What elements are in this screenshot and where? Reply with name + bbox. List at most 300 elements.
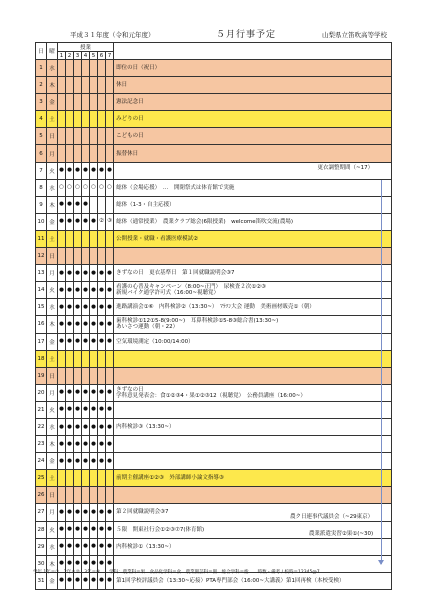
period-cell [106,60,114,77]
period-cell: ● [66,436,74,453]
notes-cell [114,504,392,521]
period-cell: ● [90,572,98,589]
note-right: 更衣調整期間（~17） [317,164,374,171]
weekday-cell: 水 [47,418,58,435]
note-right-secondary: 農業派遣実習②果①(~30) [308,530,374,537]
notes-cell [114,162,392,179]
period-cell [106,487,114,504]
period-cell: ● [98,538,106,555]
day-cell: 16 [36,316,47,333]
notes-cell [114,179,392,196]
note-line: 即位の日（祝日） [116,65,161,72]
notes-cell [114,350,392,367]
day-header: 日 [36,43,47,60]
weekday-cell: 日 [47,128,58,145]
period-cell: ● [66,555,74,572]
notes-cell [114,60,392,77]
period-cell: ● [66,504,74,521]
period-cell [74,145,82,162]
period-cell: ● [98,384,106,401]
note-line: 総体（1-3・自主応援） [116,201,175,208]
period-cell [66,350,74,367]
period-cell [90,350,98,367]
note-line: 空気環境測定（10:00/14:00） [116,338,194,345]
footer-legend: 学年 1年＝① 2年＝② 3年＝③ 学科：農業科＝果 食品化学科＝食 農業園芸科＝園 総合学科＝総 時数・備考 / 校時＝12345@7 [33,570,320,575]
period-cell: ● [90,555,98,572]
day-cell: 4 [36,111,47,128]
period-cell: ● [74,299,82,316]
school-year: 平成３１年度（令和元年度） [70,31,155,39]
notes-cell [114,401,392,418]
table-row [36,453,392,470]
table-row [36,77,392,94]
period-cell [82,94,90,111]
period-cell [90,77,98,94]
period-cell [98,470,106,487]
period-cell [74,487,82,504]
period-cell: ● [90,213,98,230]
period-cell: ● [98,401,106,418]
period-cell [66,128,74,145]
period-cell: ● [66,213,74,230]
table-row [36,128,392,145]
period-cell: ● [106,316,114,333]
period-cell: ● [82,196,90,213]
notes-cell [114,538,392,555]
period-cell [106,248,114,265]
period-cell [98,487,106,504]
period-cell: ● [90,504,98,521]
period-cell: ● [82,316,90,333]
note-line: こどもの日 [116,133,144,140]
period-cell [90,196,98,213]
period-cell: ● [82,555,90,572]
period-cell: ● [74,384,82,401]
period-cell: ● [90,299,98,316]
period-cell: ● [82,282,90,299]
period-cell: ○ [58,179,66,196]
period-cell [58,248,66,265]
period-cell: ● [82,265,90,282]
weekday-cell: 木 [47,436,58,453]
period-cell: ● [106,504,114,521]
period-cell: ● [74,572,82,589]
period-cell: ● [106,555,114,572]
period-cell: ○ [66,179,74,196]
period-cell: ● [82,521,90,538]
period-cell [58,60,66,77]
period-cell: ● [106,572,114,589]
notes-cell [114,248,392,265]
periods-header: 授業 [58,43,114,52]
table-row [36,521,392,538]
period-cell [74,94,82,111]
period-cell: ● [98,436,106,453]
period-cell: ● [66,299,74,316]
weekday-cell: 金 [47,572,58,589]
note-line: 公開授業・就職・看護医療模試② [116,235,199,242]
period-cell: ● [74,162,82,179]
note-line: 前期主催講座①②③ 外部講師小論文指導③ [116,475,224,482]
period-cell: ● [66,453,74,470]
period-cell [106,350,114,367]
period-cell: ● [74,418,82,435]
period-cell: ● [90,453,98,470]
period-cell: ● [106,538,114,555]
period-cell [66,367,74,384]
day-cell: 11 [36,230,47,247]
period-cell: ● [106,401,114,418]
weekday-cell: 土 [47,230,58,247]
period-cell [82,128,90,145]
period-number-header: 7 [106,52,114,60]
table-row [36,248,392,265]
period-cell: ● [74,265,82,282]
table-row [36,384,392,401]
period-cell: ● [58,572,66,589]
period-range-arrow [378,560,384,565]
period-cell: ● [58,316,66,333]
period-cell [58,128,66,145]
note-line: 内科検診①（13:30~） [116,543,175,550]
period-cell [98,128,106,145]
notes-header [114,43,392,60]
day-cell: 23 [36,436,47,453]
note-line: 総体（会場応援） … 開閉祭式は体育館で実施 [116,184,235,191]
period-number-header: 1 [58,52,66,60]
period-number-header: 3 [74,52,82,60]
period-cell: ● [82,453,90,470]
period-number-header: 4 [82,52,90,60]
period-cell: ● [74,196,82,213]
period-cell: ● [98,333,106,350]
weekday-cell: 月 [47,265,58,282]
period-cell: ● [90,282,98,299]
table-row [36,265,392,282]
day-cell: 29 [36,538,47,555]
period-cell: ● [90,384,98,401]
table-row [36,94,392,111]
note-line: 進路講演会①⑥ 内科検診②（13:30~） ﾏﾗｿﾝ大会 運動 美術画材販売①（朝） [116,304,315,311]
period-cell [66,248,74,265]
period-cell [98,60,106,77]
day-cell: 31 [36,572,47,589]
table-row [36,179,392,196]
period-cell: ● [58,384,66,401]
table-row [36,538,392,555]
period-cell: ● [82,162,90,179]
period-cell: ● [90,436,98,453]
weekday-cell: 金 [47,453,58,470]
period-cell [98,77,106,94]
period-cell [106,77,114,94]
period-cell [98,248,106,265]
table-row [36,436,392,453]
weekday-cell: 火 [47,521,58,538]
period-cell [90,94,98,111]
period-cell [106,196,114,213]
period-cell [98,196,106,213]
period-cell [82,145,90,162]
table-row [36,299,392,316]
period-cell [66,94,74,111]
period-cell: ● [74,504,82,521]
period-cell: ● [98,453,106,470]
period-cell: ● [90,418,98,435]
table-row [36,418,392,435]
period-cell [106,94,114,111]
day-cell: 5 [36,128,47,145]
period-cell: ● [106,384,114,401]
note-line: 第２回就職説明会③7 [116,509,169,516]
notes-cell [114,128,392,145]
weekday-cell: 土 [47,350,58,367]
period-cell [74,470,82,487]
period-cell [90,367,98,384]
school-name: 山梨県立笛吹高等学校 [322,31,387,39]
period-cell: ● [82,299,90,316]
day-cell: 17 [36,333,47,350]
period-cell: ● [58,538,66,555]
note-line: あいさつ運動（朝・22） [116,324,179,331]
note-line: 新規バイク通学許可式（16:00~視聴覚） [116,290,219,297]
weekday-cell: 金 [47,94,58,111]
period-cell: ● [66,282,74,299]
table-row [36,111,392,128]
period-cell [90,470,98,487]
period-cell: ● [66,538,74,555]
note-line: みどりの日 [116,116,144,123]
period-cell: ● [58,555,66,572]
weekday-cell: 火 [47,162,58,179]
period-cell: ● [82,333,90,350]
period-cell: ○ [82,179,90,196]
note-line: 振替休日 [116,150,139,157]
period-cell [106,230,114,247]
period-cell: ● [98,316,106,333]
weekday-cell: 月 [47,384,58,401]
period-cell [98,367,106,384]
period-cell: ● [66,384,74,401]
period-cell [82,230,90,247]
period-number-header: 6 [98,52,106,60]
day-cell: 30 [36,555,47,572]
weekday-cell: 木 [47,77,58,94]
period-cell: ● [90,521,98,538]
day-cell: 9 [36,196,47,213]
period-cell [82,60,90,77]
period-cell: ● [106,436,114,453]
period-cell: ● [90,333,98,350]
period-cell [82,248,90,265]
note-line: 学科意見発表会：食①②③4・果①②③12（視聴覚） 公務員講座（16:00~） [116,392,306,399]
period-cell: ○ [98,179,106,196]
day-cell: 26 [36,487,47,504]
notes-cell [114,299,392,316]
period-cell: ● [74,521,82,538]
weekday-cell: 月 [47,145,58,162]
period-cell: ● [58,521,66,538]
notes-cell [114,367,392,384]
period-cell: ● [74,538,82,555]
period-cell [106,111,114,128]
notes-cell [114,230,392,247]
period-cell: ● [82,436,90,453]
period-cell: ● [58,453,66,470]
note-line: 憲法記念日 [116,99,144,106]
period-cell: ● [66,316,74,333]
notes-cell [114,418,392,435]
period-cell: ● [82,401,90,418]
period-cell: ● [66,418,74,435]
page-title: ５月行事予定 [216,30,277,40]
notes-cell [114,316,392,333]
notes-cell [114,436,392,453]
period-cell [90,111,98,128]
day-cell: 21 [36,401,47,418]
weekday-cell: 土 [47,470,58,487]
day-cell: 28 [36,521,47,538]
period-cell: ● [66,401,74,418]
period-cell: ● [98,418,106,435]
day-cell: 1 [36,60,47,77]
day-cell: 12 [36,248,47,265]
period-cell [82,77,90,94]
period-cell: ● [98,265,106,282]
weekday-cell: 金 [47,333,58,350]
note-line: 歯科検診①12①5-8(9:00~) 耳鼻科検診①5-8③総合書(13:30~) [116,318,279,325]
day-cell: 6 [36,145,47,162]
period-cell: ● [58,162,66,179]
day-cell: 8 [36,179,47,196]
period-cell [98,230,106,247]
period-cell: ● [74,401,82,418]
note-line: 第1回学校評議員会（13:30~応接）PTA専門部会（16:00~大講義）第1回再検（本校受検） [116,577,345,584]
period-cell [90,128,98,145]
day-cell: 2 [36,77,47,94]
period-cell: ● [98,504,106,521]
period-cell: ● [58,282,66,299]
period-cell [90,60,98,77]
period-cell [74,350,82,367]
period-cell: ● [58,418,66,435]
period-cell [90,248,98,265]
period-cell: ● [106,333,114,350]
weekday-cell: 土 [47,111,58,128]
period-cell: ● [82,213,90,230]
day-cell: 14 [36,282,47,299]
table-row [36,470,392,487]
weekday-cell: 水 [47,60,58,77]
period-cell: ○ [74,179,82,196]
period-cell [66,60,74,77]
notes-cell [114,487,392,504]
period-cell: ● [74,453,82,470]
period-cell [98,350,106,367]
period-cell: ● [98,162,106,179]
period-cell: ● [58,213,66,230]
period-cell [74,77,82,94]
period-cell: ● [90,162,98,179]
period-cell [74,111,82,128]
period-cell [74,128,82,145]
period-cell [98,111,106,128]
period-cell: ● [106,418,114,435]
weekday-cell: 水 [47,179,58,196]
notes-cell [114,470,392,487]
period-cell: ● [90,316,98,333]
period-cell: ● [90,538,98,555]
table-row [36,196,392,213]
notes-cell [114,94,392,111]
period-cell [82,111,90,128]
note-line: きずなの日 [116,386,144,393]
period-cell: ● [74,282,82,299]
weekday-cell: 日 [47,367,58,384]
period-cell: ● [74,333,82,350]
period-cell: ● [90,265,98,282]
period-cell: ○ [90,179,98,196]
table-row [36,162,392,179]
period-cell [66,111,74,128]
period-cell [58,111,66,128]
period-cell: ● [82,572,90,589]
weekday-cell: 日 [47,487,58,504]
period-cell [74,367,82,384]
period-cell: ● [58,504,66,521]
day-cell: 3 [36,94,47,111]
period-cell [66,487,74,504]
day-cell: 18 [36,350,47,367]
day-cell: 10 [36,213,47,230]
period-cell [98,94,106,111]
note-line: ５限 開東社行会①②③⑦7(体育館) [116,526,205,533]
period-cell: ● [66,196,74,213]
period-cell [58,470,66,487]
table-row [36,60,392,77]
notes-cell [114,265,392,282]
period-cell: ③ [106,213,114,230]
table-row [36,316,392,333]
notes-cell [114,384,392,401]
period-cell [106,128,114,145]
period-cell [58,94,66,111]
period-cell: ● [58,196,66,213]
weekday-cell: 火 [47,401,58,418]
period-cell: ● [106,282,114,299]
weekday-cell: 木 [47,555,58,572]
period-cell: ● [98,555,106,572]
weekday-cell: 水 [47,538,58,555]
day-cell: 22 [36,418,47,435]
period-cell [66,145,74,162]
page-header [0,28,424,42]
period-cell: ● [106,265,114,282]
period-cell: ● [106,453,114,470]
notes-cell [114,333,392,350]
notes-cell [114,77,392,94]
period-cell: ● [82,538,90,555]
table-row [36,145,392,162]
note-line: 総体（通常授業） 農業クラブ総会(6限授業) welcome笛吹交流(農場) [116,218,293,225]
period-cell [58,230,66,247]
note-line: 内科検診③（13:30~） [116,424,175,431]
day-cell: 27 [36,504,47,521]
period-cell [82,367,90,384]
period-number-header: 2 [66,52,74,60]
day-cell: 25 [36,470,47,487]
period-cell: ● [98,572,106,589]
